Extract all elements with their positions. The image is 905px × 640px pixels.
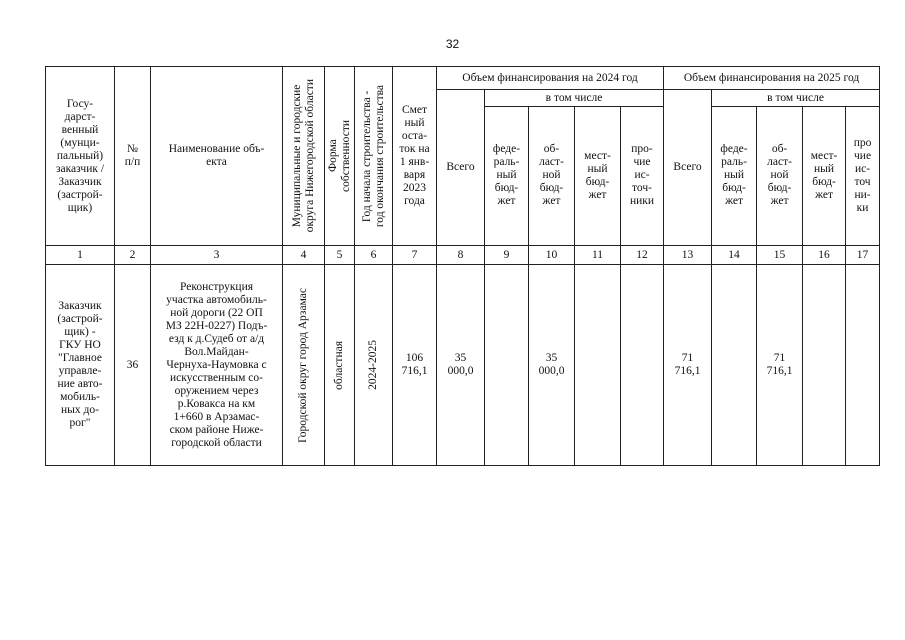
column-number: 10 [529,246,575,265]
header-other-2024: про- чие ис- точ- ники [621,106,664,245]
header-local-2024: мест- ный бюд- жет [575,106,621,245]
page-number: 32 [445,37,460,51]
financing-table [45,66,880,466]
column-number: 8 [437,246,485,265]
header-years: Год начала строительства - год окончания строительства [355,67,393,246]
column-number: 9 [485,246,529,265]
header-including-2025: в том числе [712,90,880,106]
row-regional-2024: 35 000,0 [529,265,575,466]
header-fin-2024: Объем финансирования на 2024 год [437,67,664,90]
column-number: 14 [712,246,757,265]
column-number: 2 [115,246,151,265]
column-number: 4 [283,246,325,265]
column-number-row [46,246,880,265]
column-number: 16 [803,246,846,265]
table-row [46,265,880,466]
header-balance: Смет ный оста- ток на 1 янв- варя 2023 года [393,67,437,246]
header-other-2025: про чие ис- точ ни- ки [846,106,880,245]
column-number: 17 [846,246,880,265]
row-federal-2024 [485,265,529,466]
header-regional-2024: об- ласт- ной бюд- жет [529,106,575,245]
row-pp: 36 [115,265,151,466]
row-ownership: областная [325,265,355,466]
row-total-2024: 35 000,0 [437,265,485,466]
row-balance: 106 716,1 [393,265,437,466]
column-number: 1 [46,246,115,265]
header-including-2024: в том числе [485,90,664,106]
row-local-2025 [803,265,846,466]
header-pp: № п/п [115,67,151,246]
column-number: 7 [393,246,437,265]
row-customer: Заказчик (застрой- щик) - ГКУ НО "Главное управле- ние авто- мобиль- ных до- рог" [46,265,115,466]
column-number: 13 [664,246,712,265]
row-total-2025: 71 716,1 [664,265,712,466]
column-number: 6 [355,246,393,265]
header-municipal: Муниципальные и городские округа Нижегородской области [283,67,325,246]
column-number: 15 [757,246,803,265]
row-federal-2025 [712,265,757,466]
header-ownership: Форма собственности [325,67,355,246]
header-name: Наименование объ- екта [151,67,283,246]
header-local-2025: мест- ный бюд- жет [803,106,846,245]
header-federal-2025: феде- раль- ный бюд- жет [712,106,757,245]
row-regional-2025: 71 716,1 [757,265,803,466]
row-object-name: Реконструкция участка автомобиль- ной дороги (22 ОП МЗ 22Н-0227) Подъ- езд к д.Судеб от а/д Вол.Майдан- Чернуха-Наумовка с искусственным со- оружением через р.Ковакса на км 1+660 в Арзамас- ском районе Ниже- городской области [151,265,283,466]
row-other-2024 [621,265,664,466]
header-fin-2025: Объем финансирования на 2025 год [664,67,880,90]
row-local-2024 [575,265,621,466]
header-total-2024: Всего [437,90,485,246]
column-number: 5 [325,246,355,265]
header-federal-2024: феде- раль- ный бюд- жет [485,106,529,245]
row-municipal: Городской округ город Арзамас [283,265,325,466]
column-number: 11 [575,246,621,265]
header-total-2025: Всего [664,90,712,246]
header-customer: Госу- дарст- венный (мунци- пальный) заказчик / Заказчик (застрой- щик) [46,67,115,246]
column-number: 12 [621,246,664,265]
column-number: 3 [151,246,283,265]
row-other-2025 [846,265,880,466]
header-regional-2025: об- ласт- ной бюд- жет [757,106,803,245]
row-years: 2024-2025 [355,265,393,466]
